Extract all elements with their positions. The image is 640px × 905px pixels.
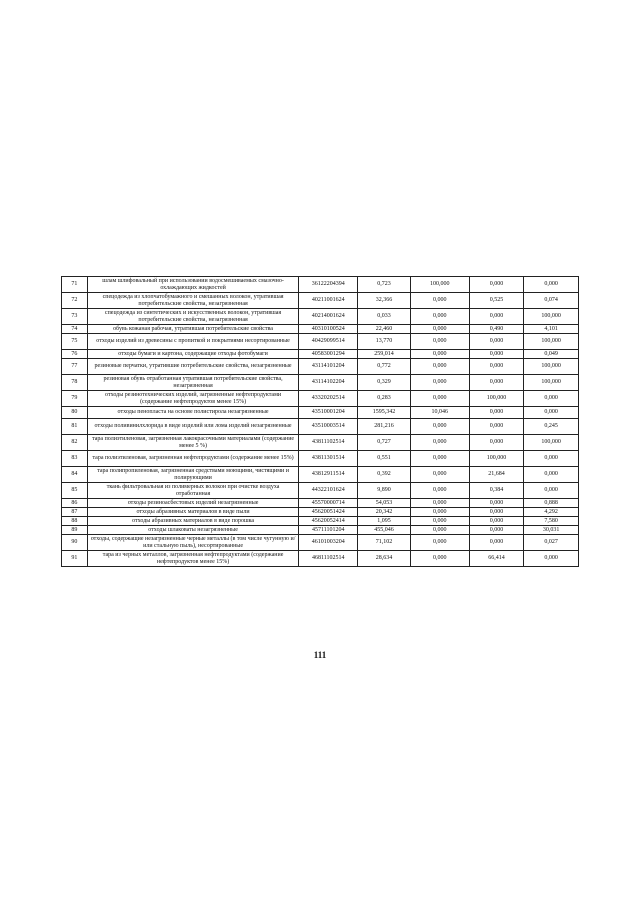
cell-code: 40211001624 [299, 293, 358, 309]
cell-name: отходы пенопласта на основе полистирола незагрязненные [87, 407, 299, 419]
cell-c2: 66,414 [469, 551, 524, 567]
cell-code: 46101003204 [299, 535, 358, 551]
cell-c3: 4,292 [524, 508, 579, 517]
cell-c1: 0,000 [410, 451, 469, 467]
cell-code: 45620051424 [299, 508, 358, 517]
cell-name: ткань фильтровальная из полимерных волокон при очистке воздуха отработанная [87, 483, 299, 499]
table-row [62, 483, 579, 499]
table-row [62, 535, 579, 551]
cell-name: отходы абразивных материалов в виде порошка [87, 517, 299, 526]
cell-c3: 30,031 [524, 526, 579, 535]
cell-c3: 0,000 [524, 407, 579, 419]
cell-c3: 0,000 [524, 277, 579, 293]
cell-c2: 0,000 [469, 435, 524, 451]
cell-code: 43510003514 [299, 419, 358, 435]
cell-num: 83 [62, 451, 88, 467]
cell-c3: 4,101 [524, 325, 579, 334]
cell-name: отходы изделий из древесины с пропиткой и покрытиями несортированные [87, 334, 299, 350]
cell-c2: 0,525 [469, 293, 524, 309]
cell-amount: 71,102 [358, 535, 411, 551]
cell-amount: 0,723 [358, 277, 411, 293]
cell-c1: 0,000 [410, 359, 469, 375]
table-row [62, 293, 579, 309]
cell-name: тара полиэтиленовая, загрязненная нефтепродуктами (содержание менее 15%) [87, 451, 299, 467]
cell-c1: 0,000 [410, 517, 469, 526]
cell-c3: 0,000 [524, 467, 579, 483]
cell-c1: 0,000 [410, 499, 469, 508]
cell-c2: 0,000 [469, 535, 524, 551]
cell-code: 45711101204 [299, 526, 358, 535]
table-row [62, 350, 579, 359]
cell-code: 43811301514 [299, 451, 358, 467]
cell-c1: 0,000 [410, 435, 469, 451]
cell-c1: 100,000 [410, 277, 469, 293]
cell-code: 44322101624 [299, 483, 358, 499]
cell-amount: 0,033 [358, 309, 411, 325]
cell-amount: 259,014 [358, 350, 411, 359]
cell-amount: 0,392 [358, 467, 411, 483]
cell-code: 43811102514 [299, 435, 358, 451]
cell-amount: 9,890 [358, 483, 411, 499]
cell-amount: 1,095 [358, 517, 411, 526]
cell-c3: 0,027 [524, 535, 579, 551]
cell-c3: 0,000 [524, 391, 579, 407]
cell-num: 86 [62, 499, 88, 508]
cell-amount: 0,283 [358, 391, 411, 407]
cell-name: шлам шлифовальный при использовании водосмешиваемых смазочно-охлаждающих жидкостей [87, 277, 299, 293]
table-row [62, 334, 579, 350]
cell-c2: 0,000 [469, 277, 524, 293]
cell-amount: 54,053 [358, 499, 411, 508]
cell-name: спецодежда из синтетических и искусственных волокон, утратившая потребительские свойства, незагрязненная [87, 309, 299, 325]
cell-amount: 0,772 [358, 359, 411, 375]
table-row [62, 407, 579, 419]
cell-c2: 0,384 [469, 483, 524, 499]
cell-num: 87 [62, 508, 88, 517]
table-row [62, 517, 579, 526]
cell-num: 73 [62, 309, 88, 325]
cell-amount: 0,329 [358, 375, 411, 391]
cell-c2: 0,000 [469, 359, 524, 375]
cell-code: 45620052414 [299, 517, 358, 526]
cell-c1: 0,000 [410, 293, 469, 309]
cell-c2: 0,000 [469, 517, 524, 526]
cell-num: 78 [62, 375, 88, 391]
cell-c2: 21,684 [469, 467, 524, 483]
cell-amount: 28,634 [358, 551, 411, 567]
cell-name: отходы, содержащие незагрязненные черные металлы (в том числе чугунную и/или стальную пыль), несортированные [87, 535, 299, 551]
waste-table [61, 276, 579, 567]
cell-num: 71 [62, 277, 88, 293]
table-row [62, 435, 579, 451]
cell-name: отходы абразивных материалов в виде пыли [87, 508, 299, 517]
table-row [62, 526, 579, 535]
cell-c3: 100,000 [524, 435, 579, 451]
cell-name: отходы резинотехнических изделий, загрязненные нефтепродуктами (содержание нефтепродуктов менее 15%) [87, 391, 299, 407]
table-row [62, 467, 579, 483]
cell-num: 76 [62, 350, 88, 359]
cell-num: 75 [62, 334, 88, 350]
table-row [62, 499, 579, 508]
cell-num: 80 [62, 407, 88, 419]
cell-c1: 0,000 [410, 375, 469, 391]
cell-code: 43510001204 [299, 407, 358, 419]
cell-amount: 1595,342 [358, 407, 411, 419]
page-number: 111 [313, 650, 327, 660]
cell-num: 89 [62, 526, 88, 535]
cell-c3: 100,000 [524, 334, 579, 350]
cell-num: 84 [62, 467, 88, 483]
cell-c3: 0,000 [524, 551, 579, 567]
cell-c2: 0,000 [469, 309, 524, 325]
table-row [62, 508, 579, 517]
cell-c2: 0,490 [469, 325, 524, 334]
table-row [62, 277, 579, 293]
cell-name: отходы шлаковаты незагрязненные [87, 526, 299, 535]
cell-amount: 32,366 [358, 293, 411, 309]
cell-c1: 0,000 [410, 526, 469, 535]
cell-code: 43812911514 [299, 467, 358, 483]
cell-c2: 100,000 [469, 451, 524, 467]
cell-name: тара полипропиленовая, загрязненная средствами моющими, чистящими и полирующими [87, 467, 299, 483]
cell-c3: 0,888 [524, 499, 579, 508]
cell-c1: 0,000 [410, 483, 469, 499]
cell-c1: 0,000 [410, 535, 469, 551]
cell-c1: 10,046 [410, 407, 469, 419]
cell-amount: 0,551 [358, 451, 411, 467]
cell-name: отходы бумаги и картона, содержащие отходы фотобумаги [87, 350, 299, 359]
cell-code: 43114101204 [299, 359, 358, 375]
table-row [62, 375, 579, 391]
cell-name: спецодежда из хлопчатобумажного и смешанных волокон, утратившая потребительские свойства, незагрязненная [87, 293, 299, 309]
cell-code: 46811102514 [299, 551, 358, 567]
cell-c2: 0,000 [469, 350, 524, 359]
cell-amount: 281,216 [358, 419, 411, 435]
cell-c3: 0,074 [524, 293, 579, 309]
cell-num: 81 [62, 419, 88, 435]
cell-code: 40214001624 [299, 309, 358, 325]
table-row [62, 419, 579, 435]
cell-code: 40310100524 [299, 325, 358, 334]
table-row [62, 325, 579, 334]
table-row [62, 451, 579, 467]
cell-code: 40583001294 [299, 350, 358, 359]
cell-amount: 13,770 [358, 334, 411, 350]
cell-num: 85 [62, 483, 88, 499]
cell-c3: 100,000 [524, 359, 579, 375]
cell-amount: 0,727 [358, 435, 411, 451]
cell-num: 79 [62, 391, 88, 407]
cell-c1: 0,000 [410, 551, 469, 567]
cell-code: 45570000714 [299, 499, 358, 508]
cell-c1: 0,000 [410, 309, 469, 325]
cell-num: 82 [62, 435, 88, 451]
cell-c2: 0,000 [469, 499, 524, 508]
waste-table-body [62, 277, 579, 567]
table-row [62, 309, 579, 325]
cell-name: резиновые перчатки, утратившие потребительские свойства, незагрязненные [87, 359, 299, 375]
cell-amount: 20,342 [358, 508, 411, 517]
cell-c2: 0,000 [469, 526, 524, 535]
cell-name: тара из черных металлов, загрязненная нефтепродуктами (содержание нефтепродуктов менее 15%) [87, 551, 299, 567]
cell-c2: 0,000 [469, 334, 524, 350]
cell-num: 72 [62, 293, 88, 309]
cell-c3: 7,580 [524, 517, 579, 526]
cell-c2: 0,000 [469, 508, 524, 517]
cell-c3: 0,000 [524, 483, 579, 499]
cell-c2: 0,000 [469, 375, 524, 391]
cell-c3: 0,245 [524, 419, 579, 435]
cell-code: 43114102204 [299, 375, 358, 391]
cell-c3: 0,000 [524, 451, 579, 467]
cell-num: 90 [62, 535, 88, 551]
cell-c3: 0,049 [524, 350, 579, 359]
cell-name: обувь кожаная рабочая, утратившая потребительские свойства [87, 325, 299, 334]
cell-c2: 100,000 [469, 391, 524, 407]
cell-c2: 0,000 [469, 419, 524, 435]
cell-c1: 0,000 [410, 467, 469, 483]
cell-c1: 0,000 [410, 334, 469, 350]
cell-code: 43320202514 [299, 391, 358, 407]
table-row [62, 359, 579, 375]
cell-amount: 455,046 [358, 526, 411, 535]
cell-name: отходы поливинилхлорида в виде изделий или лома изделий незагрязненные [87, 419, 299, 435]
table-row [62, 391, 579, 407]
cell-c1: 0,000 [410, 508, 469, 517]
cell-name: тара полиэтиленовая, загрязненная лакокрасочными материалами (содержание менее 5 %) [87, 435, 299, 451]
cell-code: 36122204394 [299, 277, 358, 293]
cell-num: 88 [62, 517, 88, 526]
cell-c2: 0,000 [469, 407, 524, 419]
table-row [62, 551, 579, 567]
cell-amount: 22,460 [358, 325, 411, 334]
cell-name: отходы резиноасбестовых изделий незагрязненные [87, 499, 299, 508]
cell-c1: 0,000 [410, 391, 469, 407]
cell-name: резиновая обувь отработанная утратившая потребительские свойства, незагрязненная [87, 375, 299, 391]
cell-c3: 100,000 [524, 375, 579, 391]
cell-num: 77 [62, 359, 88, 375]
cell-num: 74 [62, 325, 88, 334]
cell-c1: 0,000 [410, 325, 469, 334]
cell-code: 40429099514 [299, 334, 358, 350]
cell-c1: 0,000 [410, 350, 469, 359]
cell-c1: 0,000 [410, 419, 469, 435]
cell-num: 91 [62, 551, 88, 567]
cell-c3: 100,000 [524, 309, 579, 325]
